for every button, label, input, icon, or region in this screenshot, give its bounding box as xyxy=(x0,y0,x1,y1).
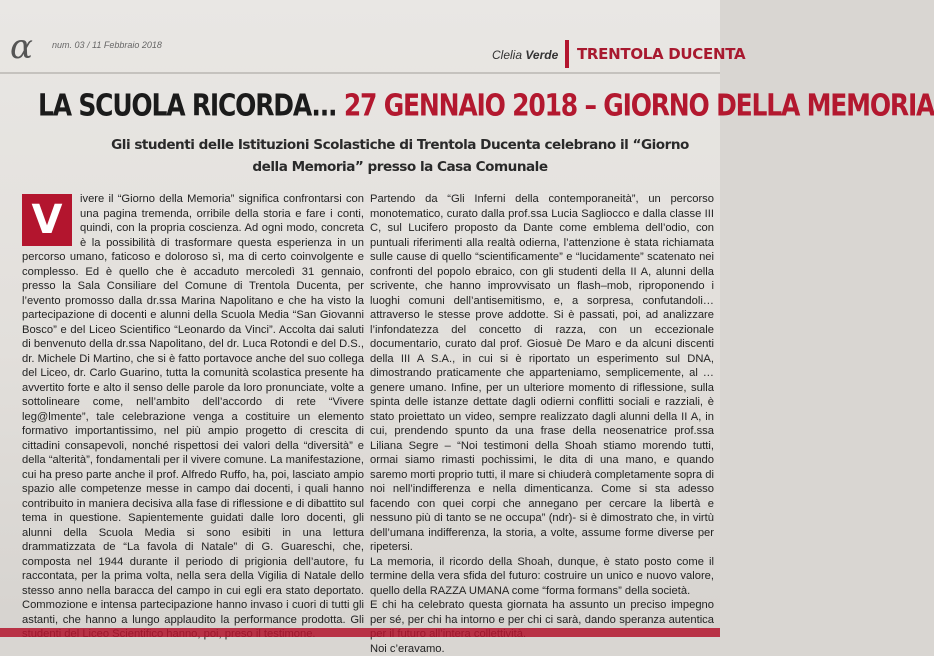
header-divider xyxy=(0,72,720,74)
right-column-paragraph-2: La memoria, il ricordo della Shoah, dunque, è stato posto come il termine della vera sfida del futuro: costruire un unico e nuovo valore, quello della RAZZA UMANA come “forma formans” della società. xyxy=(370,555,714,599)
footer-accent-bar xyxy=(0,628,720,637)
author-first-name: Clelia xyxy=(492,48,522,62)
author-last-name: Verde xyxy=(525,48,558,62)
article-column-left xyxy=(22,192,364,642)
left-column-text: ivere il “Giorno della Memoria” significa confrontarsi con una pagina tremenda, orribile della storia e fare i conti, quindi, con la propria coscienza. Ad ogni modo, concreta è la possibilità di trasformare questa esperienza in un percorso umano, faticoso e doloroso sì, ma di certo coinvolgente e complesso. Ed è quello che è accaduto mercoledì 31 gennaio, presso la Sala Consiliare del Comune di Trentola Ducenta, per l’evento promosso dalla dr.ssa Marina Napolitano e che ha visto la partecipazione di docenti e alunni della Scuola Media “San Giovanni Bosco” e del Liceo Scientifico “Leonardo da Vinci”. Accolta dai saluti di benvenuto della dr.ssa Napolitano, del dr. Luca Rotondi e del D.S., dr. Michele Di Martino, che si è fatto portavoce anche del suo collega del Liceo, dr. Carlo Guarino, tutta la comunità scolastica presente ha avvertito forte e alto il senso delle parole da loro pronunciate, volte a sottolineare come, nell’ambito dell’accordo di rete “Vivere leg@lmente”, tale celebrazione venga a costituire un elemento formativo importantissimo, nel più ampio progetto di crescita di cittadini consapevoli, nonché rispettosi dei valori della “diversità” e della “alterità”, fondamentali per il vivere comune. La manifestazione, cui ha preso parte anche il prof. Alfredo Ruffo, ha, poi, lasciato ampio spazio alle competenze messe in campo dai docenti, i quali hanno contribuito in maniera decisiva alla fase di riflessione e di dibattito sul tema in questione. Sapientemente guidati dalle loro docenti, gli alunni della Scuola Media si sono esibiti in una lettura drammatizzata de “La favola di Natale” di G. Guareschi, che, composta nel 1944 durante il periodo di prigionia dell’autore, fu raccontata, per la prima volta, nella sera della Vigilia di Natale dello stesso anno nella baracca del campo in cui egli era stato deportato. Commozione e intensa partecipazione hanno invaso i cuori di tutti gli astanti, che hanno a lungo applaudito la performance prodotta. Gli xyxy=(22,192,364,642)
drop-cap: V xyxy=(22,194,72,246)
magazine-logo: α xyxy=(10,30,33,64)
right-column-paragraph-4: Noi c’eravamo. xyxy=(370,642,714,656)
author-byline xyxy=(492,48,558,62)
headline-part-2: 27 GENNAIO 2018 – GIORNO DELLA MEMORIA xyxy=(344,88,934,123)
article-headline xyxy=(38,88,708,123)
article-column-right xyxy=(370,192,714,656)
section-label: TRENTOLA DUCENTA xyxy=(565,40,727,68)
right-column-paragraph-1: Partendo da “Gli Inferni della contemporaneità”, un percorso monotematico, curato dalla prof.ssa Lucia Sagliocco e dalla classe III C, sul Lucifero proposto da Dante come emblema dell’odio, con puntuali riferimenti alla realtà odierna, l’attenzione è stata richiamata sulle cause di quello “scientificamente” e “lucidamente” scatenato nei confronti del popolo ebraico, con gli studenti della II A, alunni della scrivente, che hanno improvvisato un flash–mob, riproponendo i luoghi comuni dell’antisemitismo, e, a sorpresa, confutandoli… attraverso le stesse prove addotte. Si è passati, poi, ad analizzare l’infondatezza del concetto di razza, con un eccezionale documentario, curato dal prof. Giosuè De Maro e da alcuni discenti della III A S.A., in cui si è riportato un esperimento sul DNA, dimostrando praticamente che apparteniamo, semplicemente, al … genere umano. Infine, per un ulteriore momento di riflessione, sulla spinta delle istanze dettate dagli odierni conflitti sociali e razziali, è stato proiettato un video, sempre realizzato dagli alunni della II A, in cui, prendendo spunto da una frase della neosenatrice prof.ssa Liliana Segre – “Noi testimoni della Shoah stiamo morendo tutti, ormai siamo rimasti pochissimi, le dita di una mano, e quando saremo morti proprio tutti, il mare si chiuderà completamente sopra di noi nell’indifferenza e nella dimenticanza. Come si sta adesso facendo con quei corpi che annegano per cercare la libertà e nessuno più di tanto se ne occupa” (ndr)- si è dimostrato che, in virtù dell’umana indifferenza, la storia, a volte, assume forme diverse per ripetersi. xyxy=(370,192,714,555)
issue-number: num. 03 / 11 Febbraio 2018 xyxy=(52,40,162,50)
article-subheadline: Gli studenti delle Istituzioni Scolastiche di Trentola Ducenta celebrano il “Giorno della Memoria” presso la Casa Comunale xyxy=(95,134,705,178)
headline-part-1: LA SCUOLA RICORDA... xyxy=(38,88,336,123)
right-column-paragraph-3: E chi ha celebrato questa giornata ha assunto un preciso impegno per sé, per chi ha intorno e per chi ci sarà, dando speranza autentica xyxy=(370,598,714,642)
